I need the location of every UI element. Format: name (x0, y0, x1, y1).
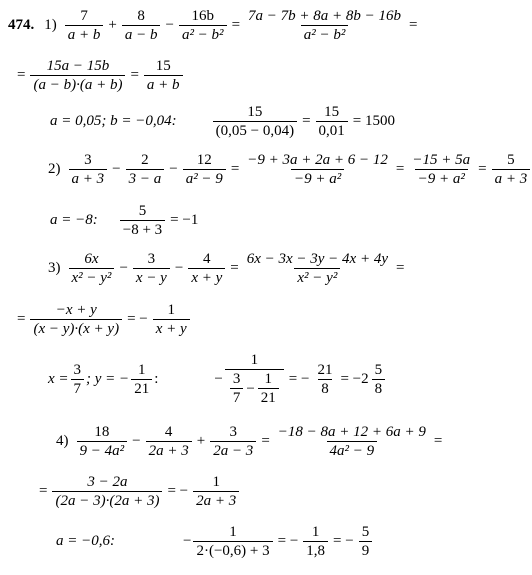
denominator: −9 + a² (415, 169, 468, 187)
denominator: x + y (188, 268, 225, 286)
operator: − (132, 433, 141, 449)
fraction (131, 362, 152, 397)
fraction (183, 152, 226, 187)
denominator: 3 − a (126, 169, 165, 187)
fraction (77, 424, 128, 459)
numerator: 5 (361, 524, 370, 540)
fraction (213, 104, 297, 139)
numerator: 6x (84, 251, 99, 267)
denominator: 9 − 4a² (77, 441, 128, 459)
fraction (153, 302, 190, 337)
denominator: a + b (65, 25, 104, 43)
numerator: 3 (73, 361, 82, 378)
operator: = (396, 260, 405, 276)
operator: = (17, 67, 26, 83)
fraction (179, 8, 227, 43)
operator: − (183, 533, 192, 549)
fraction (71, 362, 85, 397)
operator: = (230, 161, 240, 177)
fraction (133, 251, 170, 286)
fraction (120, 203, 165, 238)
numerator: 1 (250, 352, 259, 368)
numerator: 5 (374, 361, 383, 378)
mixed-whole: = −2 (340, 370, 369, 387)
operator: = (395, 161, 405, 177)
denominator: 2a + 3 (146, 441, 192, 459)
numerator: 1 (137, 361, 146, 378)
complex-fraction (225, 352, 284, 406)
fraction (245, 8, 404, 43)
denominator: (x − y)·(x + y) (30, 319, 122, 337)
numerator: 6x − 3x − 3y − 4x + 4y (246, 251, 388, 267)
part-label: 3) (48, 260, 61, 276)
fraction (372, 362, 386, 397)
fraction (69, 152, 108, 187)
denominator: a − b (122, 25, 161, 43)
fraction (303, 524, 328, 559)
numerator: 18 (94, 424, 110, 440)
operator: = (17, 311, 26, 327)
numerator: 3 (229, 424, 237, 440)
denominator: 2a + 3 (193, 491, 239, 509)
fraction (65, 8, 104, 43)
denominator: (0,05 − 0,04) (213, 121, 297, 139)
operator: = (302, 113, 311, 129)
operator: − (119, 260, 128, 276)
numerator: 15 (324, 104, 340, 120)
p2-line1 (48, 152, 532, 187)
denominator: 8 (372, 379, 386, 397)
denominator: a + 3 (69, 169, 108, 187)
denominator: a + b (144, 75, 183, 93)
numerator: 3 (84, 152, 92, 168)
fraction (230, 371, 244, 406)
operator: = − (333, 533, 354, 549)
p1-line3 (50, 104, 398, 139)
fraction (52, 474, 162, 509)
numerator: 15a − 15b (46, 58, 110, 74)
given-values: a = −8: (50, 212, 98, 228)
operator: + (108, 17, 117, 33)
numerator: 1 (264, 371, 273, 387)
operator: − (174, 260, 184, 276)
fraction (69, 251, 115, 286)
denominator: 21 (258, 388, 279, 406)
given-values: a = 0,05; b = −0,04: (50, 113, 177, 129)
colon: : (154, 370, 159, 387)
numerator: 5 (138, 203, 147, 219)
numerator: 3 (147, 251, 156, 267)
x-label: x = (48, 370, 69, 387)
operator: = (230, 260, 239, 276)
p4-line3 (56, 524, 374, 559)
denominator: −9 + a² (291, 169, 344, 187)
denominator: −8 + 3 (120, 220, 165, 238)
p3-line2 (14, 302, 192, 337)
numerator: 7a − 7b + 8a + 8b − 16b (248, 8, 402, 24)
numerator: −x + y (55, 302, 97, 318)
operator: = (433, 433, 443, 449)
numerator: −18 − 8a + 12 + 6a + 9 (277, 424, 426, 440)
part-label: 4) (56, 433, 69, 449)
part-label: 2) (48, 161, 61, 177)
denominator: 8 (318, 379, 332, 397)
p3-line3 (48, 352, 387, 406)
p4-line1 (56, 424, 445, 459)
fraction (492, 152, 531, 187)
fraction (210, 424, 256, 459)
fraction (30, 302, 122, 337)
numerator: 5 (507, 152, 515, 168)
numerator: 1 (311, 524, 320, 540)
operator: − (214, 370, 223, 387)
fraction (146, 424, 192, 459)
problem-number: 474. (8, 17, 35, 33)
fraction (359, 524, 373, 559)
result: = −1 (170, 212, 199, 228)
fraction (314, 362, 335, 397)
p3-line1 (48, 251, 407, 286)
numerator: 1 (212, 474, 220, 490)
fraction (316, 104, 348, 139)
denominator: 1,8 (303, 541, 328, 559)
denominator: 2·(−0,6) + 3 (193, 541, 272, 559)
numerator: −15 + 5a (412, 152, 471, 168)
denominator: 0,01 (316, 121, 348, 139)
numerator: 15 (247, 104, 263, 120)
fraction (30, 58, 125, 93)
operator: − (246, 380, 255, 397)
operator: = − (288, 370, 310, 387)
operator: = (478, 161, 487, 177)
denominator: x² − y² (294, 268, 340, 286)
denominator: 9 (359, 541, 373, 559)
operator: = − (127, 311, 148, 327)
fraction (193, 524, 272, 559)
fraction (244, 152, 391, 187)
operator: − (169, 161, 178, 177)
numerator: −9 + 3a + 2a + 6 − 12 (247, 152, 388, 168)
part-label: 1) (44, 17, 57, 33)
result: = 1500 (352, 113, 395, 129)
numerator: 7 (80, 8, 88, 24)
fraction (144, 58, 183, 93)
denominator: 2a − 3 (210, 441, 256, 459)
numerator: 21 (317, 361, 333, 378)
operator: = (39, 483, 48, 499)
numerator: 4 (164, 424, 173, 440)
numerator: 1 (229, 524, 237, 540)
denominator: 7 (71, 379, 85, 397)
p1-line1 (8, 8, 421, 43)
denominator: x² − y² (69, 268, 115, 286)
numerator: 1 (167, 302, 175, 318)
y-label: ; y = − (86, 370, 130, 387)
operator: = − (167, 483, 189, 499)
numerator: 2 (141, 152, 149, 168)
denominator: (a − b)·(a + b) (30, 75, 125, 93)
numerator: 4 (203, 251, 211, 267)
operator: + (196, 433, 206, 449)
fraction (188, 251, 225, 286)
operator: = (130, 67, 139, 83)
operator: = (261, 433, 270, 449)
denominator: a + 3 (492, 169, 531, 187)
denominator: x − y (133, 268, 170, 286)
numerator: 12 (196, 152, 212, 168)
p1-line2 (14, 58, 185, 93)
operator: = (409, 17, 418, 33)
denominator: a² − b² (179, 25, 227, 43)
denominator: 21 (131, 379, 152, 397)
operator: = (231, 17, 241, 33)
denominator: 4a² − 9 (327, 441, 378, 459)
operator: − (165, 17, 174, 33)
numerator: 8 (137, 8, 145, 24)
fraction (409, 152, 473, 187)
fraction (275, 424, 429, 459)
denominator (225, 369, 284, 406)
p2-line2 (50, 203, 201, 238)
p4-line2 (36, 474, 241, 509)
fraction (244, 251, 391, 286)
numerator: 3 (232, 371, 241, 387)
denominator: 7 (230, 388, 244, 406)
denominator: x + y (153, 319, 190, 337)
numerator: 15 (155, 58, 171, 74)
numerator: 16b (191, 8, 214, 24)
fraction (122, 8, 161, 43)
fraction (258, 371, 279, 406)
numerator: 3 − 2a (87, 474, 128, 490)
denominator: a² − 9 (183, 169, 226, 187)
denominator: a² − b² (301, 25, 349, 43)
fraction (193, 474, 239, 509)
operator: = − (277, 533, 299, 549)
given-values: a = −0,6: (56, 533, 115, 549)
fraction (126, 152, 165, 187)
denominator: (2a − 3)·(2a + 3) (52, 491, 162, 509)
operator: − (112, 161, 121, 177)
